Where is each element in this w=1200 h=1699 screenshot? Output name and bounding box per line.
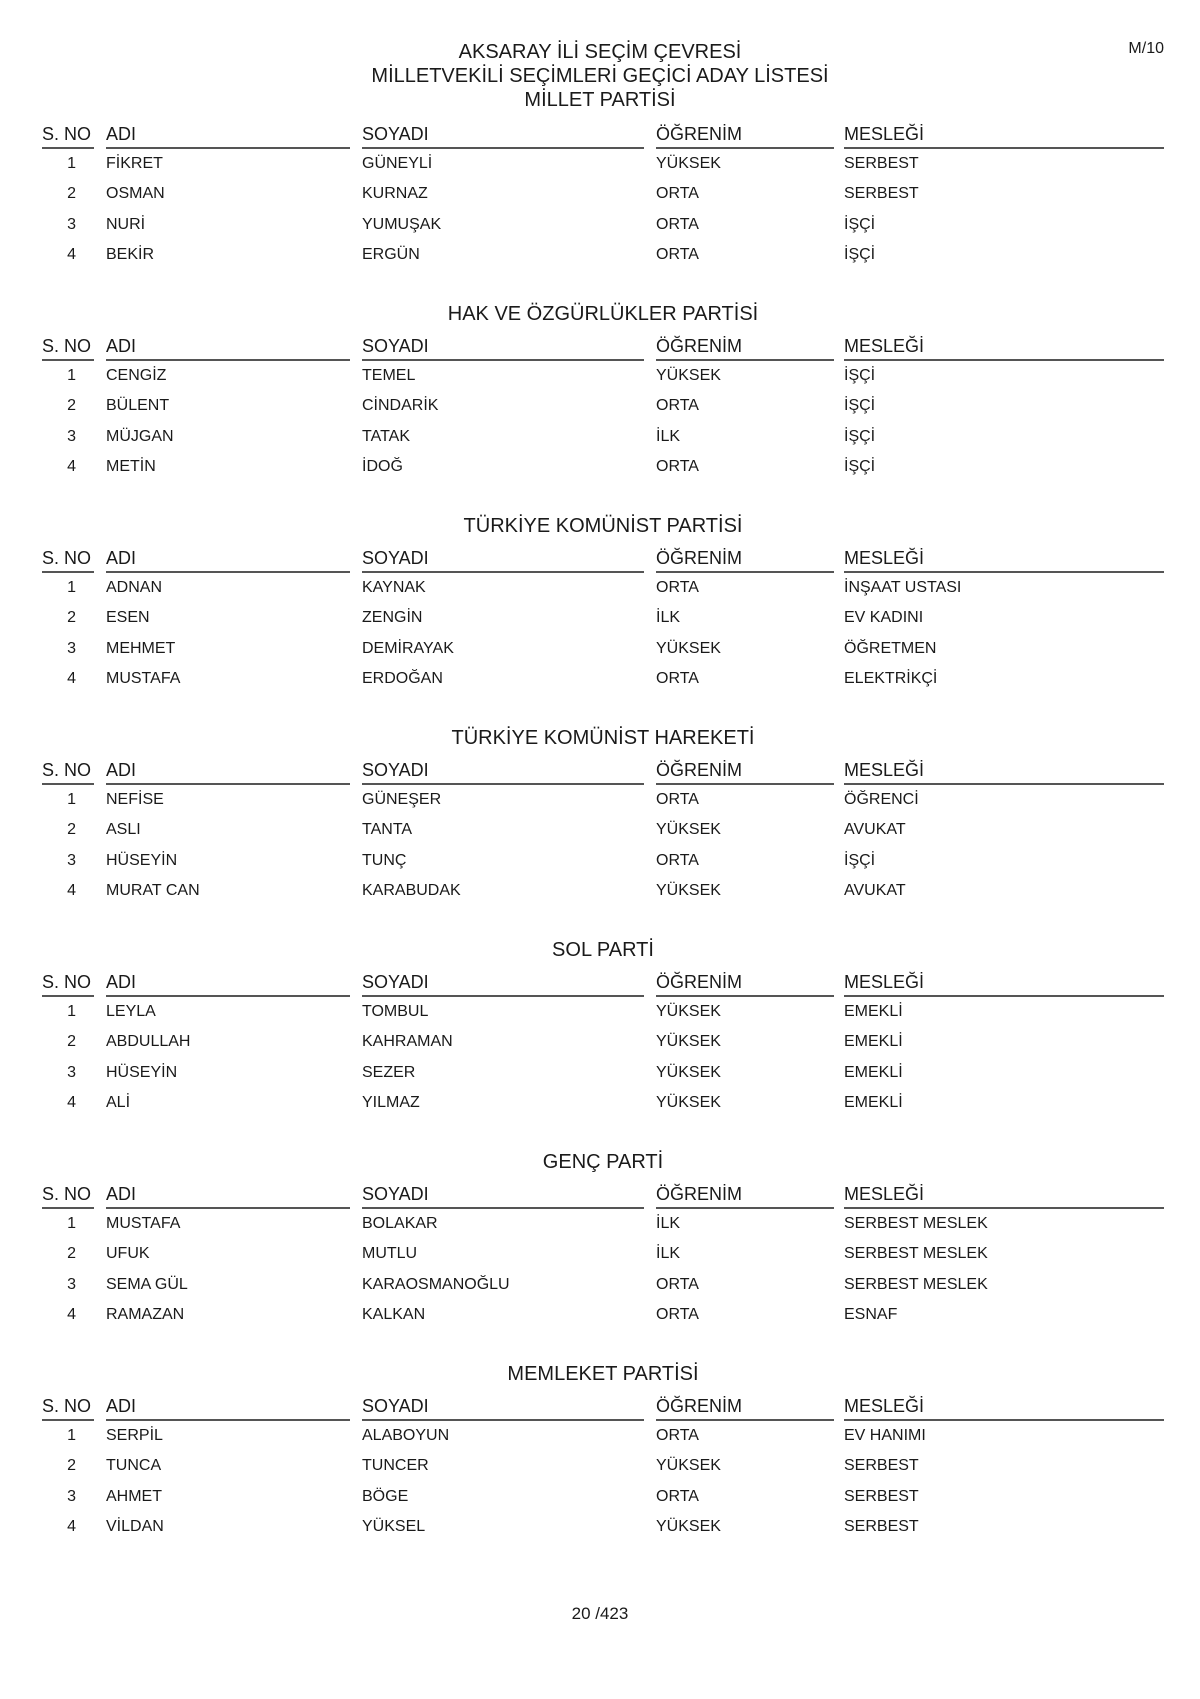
header-underline <box>106 571 350 573</box>
cell-meslek: SERBEST MESLEK <box>844 1275 988 1293</box>
column-header-no: S. NO <box>42 1184 92 1204</box>
cell-ogrenim: YÜKSEK <box>656 1457 721 1475</box>
cell-adi: LEYLA <box>106 1003 156 1020</box>
cell-adi: METİN <box>106 458 156 476</box>
candidate-row <box>42 1240 1164 1270</box>
cell-meslek: ÖĞRENCİ <box>844 791 919 808</box>
column-header-soyadi: SOYADI <box>362 972 429 992</box>
cell-meslek: İŞÇİ <box>844 367 876 384</box>
cell-adi: UFUK <box>106 1245 150 1263</box>
cell-no: 2 <box>67 821 76 839</box>
cell-no: 1 <box>67 1003 76 1020</box>
cell-meslek: İŞÇİ <box>844 397 876 415</box>
candidate-row <box>42 1422 1164 1452</box>
candidate-row <box>42 392 1164 422</box>
cell-soyadi: ALABOYUN <box>362 1427 450 1444</box>
column-header-ogrenim: ÖĞRENİM <box>656 972 743 992</box>
cell-soyadi: TUNCER <box>362 1457 429 1475</box>
cell-meslek: AVUKAT <box>844 882 906 900</box>
cell-soyadi: TUNÇ <box>362 851 407 869</box>
cell-adi: MURAT CAN <box>106 882 200 900</box>
cell-soyadi: KAHRAMAN <box>362 1033 453 1051</box>
party-sections <box>42 116 1164 1572</box>
cell-meslek: ÖĞRETMEN <box>844 639 937 657</box>
party-title: TÜRKİYE KOMÜNİST HAREKETİ <box>451 727 755 749</box>
cell-no: 2 <box>67 1033 76 1051</box>
candidate-row <box>42 816 1164 846</box>
header-underline <box>844 359 1164 361</box>
cell-ogrenim: İLK <box>656 609 681 627</box>
cell-meslek: İŞÇİ <box>844 851 876 869</box>
candidate-row <box>42 665 1164 695</box>
cell-no: 3 <box>67 427 76 445</box>
header-underline <box>362 571 644 573</box>
candidate-row <box>42 604 1164 634</box>
cell-adi: MUSTAFA <box>106 670 181 688</box>
party-section <box>42 724 1164 936</box>
candidate-row <box>42 150 1164 180</box>
header-underline <box>656 359 834 361</box>
cell-no: 2 <box>67 397 76 415</box>
cell-ogrenim: YÜKSEK <box>656 1518 721 1536</box>
cell-soyadi: TOMBUL <box>362 1003 429 1020</box>
column-header-soyadi: SOYADI <box>362 1184 429 1204</box>
cell-soyadi: ERDOĞAN <box>362 670 443 688</box>
cell-soyadi: TEMEL <box>362 367 416 384</box>
cell-meslek: ELEKTRİKÇİ <box>844 670 938 688</box>
candidate-row <box>42 1513 1164 1543</box>
party-section <box>42 1148 1164 1360</box>
cell-adi: AHMET <box>106 1487 162 1505</box>
cell-ogrenim: ORTA <box>656 397 699 415</box>
header-underline <box>656 1419 834 1421</box>
header-underline <box>844 995 1164 997</box>
party-title: HAK VE ÖZGÜRLÜKLER PARTİSİ <box>447 303 759 325</box>
column-header-meslek: MESLEĞİ <box>844 972 925 992</box>
cell-no: 2 <box>67 1457 76 1475</box>
table-header-row <box>42 752 1164 786</box>
cell-meslek: EMEKLİ <box>844 1063 903 1081</box>
candidate-row <box>42 241 1164 271</box>
cell-no: 3 <box>67 215 76 233</box>
column-header-no: S. NO <box>42 972 92 992</box>
party-section <box>42 300 1164 512</box>
column-header-no: S. NO <box>42 760 92 780</box>
cell-no: 4 <box>67 882 76 900</box>
header-underline <box>106 1207 350 1209</box>
cell-ogrenim: İLK <box>656 1245 681 1263</box>
column-header-ogrenim: ÖĞRENİM <box>656 1184 743 1204</box>
header-underline <box>106 1419 350 1421</box>
header-underline <box>42 1207 94 1209</box>
cell-no: 4 <box>67 1094 76 1112</box>
header-underline <box>844 1207 1164 1209</box>
cell-adi: NURİ <box>106 215 146 233</box>
header-underline <box>362 783 644 785</box>
candidate-row <box>42 574 1164 604</box>
column-header-soyadi: SOYADI <box>362 760 429 780</box>
cell-adi: FİKRET <box>106 155 163 172</box>
header-underline <box>844 783 1164 785</box>
column-header-meslek: MESLEĞİ <box>844 336 925 356</box>
party-section <box>42 936 1164 1148</box>
cell-meslek: SERBEST <box>844 1518 919 1536</box>
column-header-soyadi: SOYADI <box>362 1396 429 1416</box>
cell-no: 4 <box>67 1518 76 1536</box>
table-header-row <box>42 540 1164 574</box>
column-header-soyadi: SOYADI <box>362 336 429 356</box>
cell-soyadi: KAYNAK <box>362 579 426 596</box>
cell-adi: SERPİL <box>106 1427 163 1444</box>
cell-adi: ADNAN <box>106 579 163 596</box>
table-header-row <box>42 1388 1164 1422</box>
header-underline <box>844 571 1164 573</box>
column-header-no: S. NO <box>42 548 92 568</box>
cell-soyadi: DEMİRAYAK <box>362 639 454 657</box>
cell-no: 4 <box>67 458 76 476</box>
column-header-adi: ADI <box>106 548 137 568</box>
cell-meslek: İŞÇİ <box>844 246 876 264</box>
party-section <box>42 116 1164 300</box>
column-header-no: S. NO <box>42 336 92 356</box>
header-underline <box>362 995 644 997</box>
cell-meslek: EV KADINI <box>844 609 924 627</box>
candidate-row <box>42 1271 1164 1301</box>
cell-no: 1 <box>67 1215 76 1232</box>
column-header-soyadi: SOYADI <box>362 548 429 568</box>
candidate-row <box>42 362 1164 392</box>
header-underline <box>42 147 94 149</box>
cell-meslek: SERBEST <box>844 155 919 172</box>
cell-meslek: SERBEST MESLEK <box>844 1245 988 1263</box>
cell-soyadi: MUTLU <box>362 1245 418 1263</box>
party-title: MEMLEKET PARTİSİ <box>507 1363 699 1385</box>
cell-meslek: İŞÇİ <box>844 458 876 476</box>
cell-adi: BÜLENT <box>106 397 170 415</box>
cell-adi: NEFİSE <box>106 791 164 808</box>
cell-adi: TUNCA <box>106 1457 162 1475</box>
cell-adi: MUSTAFA <box>106 1215 181 1232</box>
cell-ogrenim: ORTA <box>656 246 699 264</box>
cell-soyadi: YUMUŞAK <box>362 215 442 233</box>
party-title: GENÇ PARTİ <box>542 1151 664 1173</box>
cell-no: 1 <box>67 1427 76 1444</box>
column-header-adi: ADI <box>106 1396 137 1416</box>
cell-no: 1 <box>67 155 76 172</box>
column-header-meslek: MESLEĞİ <box>844 760 925 780</box>
cell-ogrenim: YÜKSEK <box>656 1063 721 1081</box>
header-line-2: MİLLETVEKİLİ SEÇİMLERİ GEÇİCİ ADAY LİSTESİ <box>371 65 829 87</box>
cell-no: 4 <box>67 1306 76 1324</box>
header-underline <box>656 147 834 149</box>
header-underline <box>42 783 94 785</box>
column-header-adi: ADI <box>106 336 137 356</box>
column-header-meslek: MESLEĞİ <box>844 124 925 144</box>
cell-adi: BEKİR <box>106 246 155 264</box>
party-section <box>42 512 1164 724</box>
column-header-adi: ADI <box>106 1184 137 1204</box>
cell-adi: HÜSEYİN <box>106 1063 178 1081</box>
cell-adi: MÜJGAN <box>106 427 174 445</box>
cell-meslek: İŞÇİ <box>844 427 876 445</box>
cell-soyadi: CİNDARİK <box>362 397 439 415</box>
cell-soyadi: İDOĞ <box>362 458 403 476</box>
cell-soyadi: KALKAN <box>362 1306 426 1324</box>
cell-adi: OSMAN <box>106 185 165 203</box>
candidate-row <box>42 786 1164 816</box>
cell-no: 4 <box>67 670 76 688</box>
header-underline <box>42 995 94 997</box>
cell-ogrenim: ORTA <box>656 1306 699 1324</box>
cell-ogrenim: İLK <box>656 427 681 445</box>
candidate-row <box>42 1301 1164 1331</box>
header-underline <box>106 783 350 785</box>
cell-soyadi: ERGÜN <box>362 246 420 264</box>
cell-adi: RAMAZAN <box>106 1306 185 1324</box>
column-header-no: S. NO <box>42 1396 92 1416</box>
header-underline <box>106 359 350 361</box>
candidate-row <box>42 180 1164 210</box>
page-code: M/10 <box>1128 40 1164 57</box>
cell-soyadi: BOLAKAR <box>362 1215 438 1232</box>
column-header-ogrenim: ÖĞRENİM <box>656 124 743 144</box>
cell-ogrenim: YÜKSEK <box>656 155 721 172</box>
cell-soyadi: YILMAZ <box>362 1094 420 1112</box>
candidate-row <box>42 847 1164 877</box>
header-underline <box>42 1419 94 1421</box>
cell-ogrenim: YÜKSEK <box>656 639 721 657</box>
column-header-meslek: MESLEĞİ <box>844 1396 925 1416</box>
cell-soyadi: GÜNEŞER <box>362 791 442 808</box>
cell-no: 3 <box>67 851 76 869</box>
cell-no: 2 <box>67 185 76 203</box>
cell-adi: SEMA GÜL <box>106 1275 188 1293</box>
candidate-row <box>42 211 1164 241</box>
candidate-row <box>42 1452 1164 1482</box>
cell-ogrenim: ORTA <box>656 791 699 808</box>
header-underline <box>844 147 1164 149</box>
header-line-1: AKSARAY İLİ SEÇİM ÇEVRESİ <box>458 41 742 63</box>
page-number: 20 /423 <box>571 1604 629 1623</box>
table-header-row <box>42 964 1164 998</box>
cell-adi: ESEN <box>106 609 150 627</box>
party-title: SOL PARTİ <box>552 939 654 961</box>
cell-soyadi: SEZER <box>362 1063 416 1081</box>
cell-ogrenim: ORTA <box>656 1427 699 1444</box>
cell-meslek: AVUKAT <box>844 821 906 839</box>
candidate-row <box>42 1483 1164 1513</box>
cell-ogrenim: YÜKSEK <box>656 821 721 839</box>
cell-ogrenim: ORTA <box>656 851 699 869</box>
cell-adi: CENGİZ <box>106 367 167 384</box>
cell-adi: HÜSEYİN <box>106 851 178 869</box>
cell-meslek: SERBEST <box>844 1457 919 1475</box>
table-header-row <box>42 328 1164 362</box>
column-header-soyadi: SOYADI <box>362 124 429 144</box>
header-underline <box>42 571 94 573</box>
column-header-ogrenim: ÖĞRENİM <box>656 760 743 780</box>
cell-ogrenim: YÜKSEK <box>656 367 721 384</box>
cell-no: 4 <box>67 246 76 264</box>
cell-soyadi: KURNAZ <box>362 185 428 203</box>
cell-soyadi: KARABUDAK <box>362 882 461 900</box>
header-underline <box>106 147 350 149</box>
cell-meslek: İŞÇİ <box>844 215 876 233</box>
cell-no: 3 <box>67 1487 76 1505</box>
cell-meslek: EV HANIMI <box>844 1427 926 1444</box>
header-underline <box>362 1419 644 1421</box>
cell-ogrenim: YÜKSEK <box>656 882 721 900</box>
cell-meslek: EMEKLİ <box>844 1094 903 1112</box>
candidate-row <box>42 998 1164 1028</box>
column-header-ogrenim: ÖĞRENİM <box>656 336 743 356</box>
table-header-row <box>42 1176 1164 1210</box>
cell-ogrenim: YÜKSEK <box>656 1003 721 1020</box>
cell-no: 1 <box>67 367 76 384</box>
document-header <box>0 40 1200 112</box>
cell-meslek: EMEKLİ <box>844 1033 903 1051</box>
cell-soyadi: YÜKSEL <box>362 1518 426 1536</box>
column-header-ogrenim: ÖĞRENİM <box>656 548 743 568</box>
header-underline <box>656 995 834 997</box>
header-line-3: MİLLET PARTİSİ <box>524 89 676 111</box>
cell-ogrenim: ORTA <box>656 185 699 203</box>
candidate-row <box>42 453 1164 483</box>
party-section <box>42 1360 1164 1572</box>
cell-adi: ALİ <box>106 1094 131 1112</box>
cell-no: 1 <box>67 579 76 596</box>
cell-adi: MEHMET <box>106 639 176 657</box>
cell-ogrenim: ORTA <box>656 458 699 476</box>
candidate-row <box>42 1028 1164 1058</box>
cell-ogrenim: ORTA <box>656 215 699 233</box>
candidate-row <box>42 635 1164 665</box>
cell-meslek: EMEKLİ <box>844 1003 903 1020</box>
header-underline <box>106 995 350 997</box>
header-underline <box>844 1419 1164 1421</box>
header-underline <box>42 359 94 361</box>
column-header-adi: ADI <box>106 124 137 144</box>
cell-meslek: SERBEST <box>844 1487 919 1505</box>
header-underline <box>362 147 644 149</box>
column-header-adi: ADI <box>106 972 137 992</box>
cell-ogrenim: İLK <box>656 1215 681 1232</box>
header-underline <box>656 783 834 785</box>
candidate-row <box>42 1059 1164 1089</box>
cell-ogrenim: ORTA <box>656 670 699 688</box>
cell-meslek: SERBEST <box>844 185 919 203</box>
table-header-row <box>42 116 1164 150</box>
column-header-meslek: MESLEĞİ <box>844 1184 925 1204</box>
cell-adi: ABDULLAH <box>106 1033 191 1051</box>
column-header-meslek: MESLEĞİ <box>844 548 925 568</box>
cell-meslek: İNŞAAT USTASI <box>844 579 962 596</box>
header-underline <box>656 571 834 573</box>
candidate-row <box>42 1210 1164 1240</box>
cell-ogrenim: YÜKSEK <box>656 1033 721 1051</box>
cell-soyadi: ZENGİN <box>362 609 423 627</box>
header-underline <box>362 1207 644 1209</box>
cell-no: 3 <box>67 1275 76 1293</box>
candidate-row <box>42 877 1164 907</box>
cell-ogrenim: YÜKSEK <box>656 1094 721 1112</box>
column-header-adi: ADI <box>106 760 137 780</box>
cell-meslek: ESNAF <box>844 1306 898 1324</box>
candidate-row <box>42 1089 1164 1119</box>
cell-no: 2 <box>67 609 76 627</box>
cell-ogrenim: ORTA <box>656 1275 699 1293</box>
cell-ogrenim: ORTA <box>656 1487 699 1505</box>
cell-no: 1 <box>67 791 76 808</box>
candidate-row <box>42 423 1164 453</box>
cell-soyadi: TANTA <box>362 821 413 839</box>
cell-meslek: SERBEST MESLEK <box>844 1215 988 1232</box>
column-header-no: S. NO <box>42 124 92 144</box>
column-header-ogrenim: ÖĞRENİM <box>656 1396 743 1416</box>
cell-no: 2 <box>67 1245 76 1263</box>
cell-soyadi: GÜNEYLİ <box>362 155 433 172</box>
cell-adi: VİLDAN <box>106 1518 164 1536</box>
cell-ogrenim: ORTA <box>656 579 699 596</box>
header-underline <box>656 1207 834 1209</box>
cell-soyadi: KARAOSMANOĞLU <box>362 1275 510 1293</box>
party-title: TÜRKİYE KOMÜNİST PARTİSİ <box>463 515 743 537</box>
header-underline <box>362 359 644 361</box>
cell-soyadi: BÖGE <box>362 1487 409 1505</box>
cell-no: 3 <box>67 639 76 657</box>
cell-adi: ASLI <box>106 821 141 839</box>
cell-soyadi: TATAK <box>362 427 410 445</box>
cell-no: 3 <box>67 1063 76 1081</box>
